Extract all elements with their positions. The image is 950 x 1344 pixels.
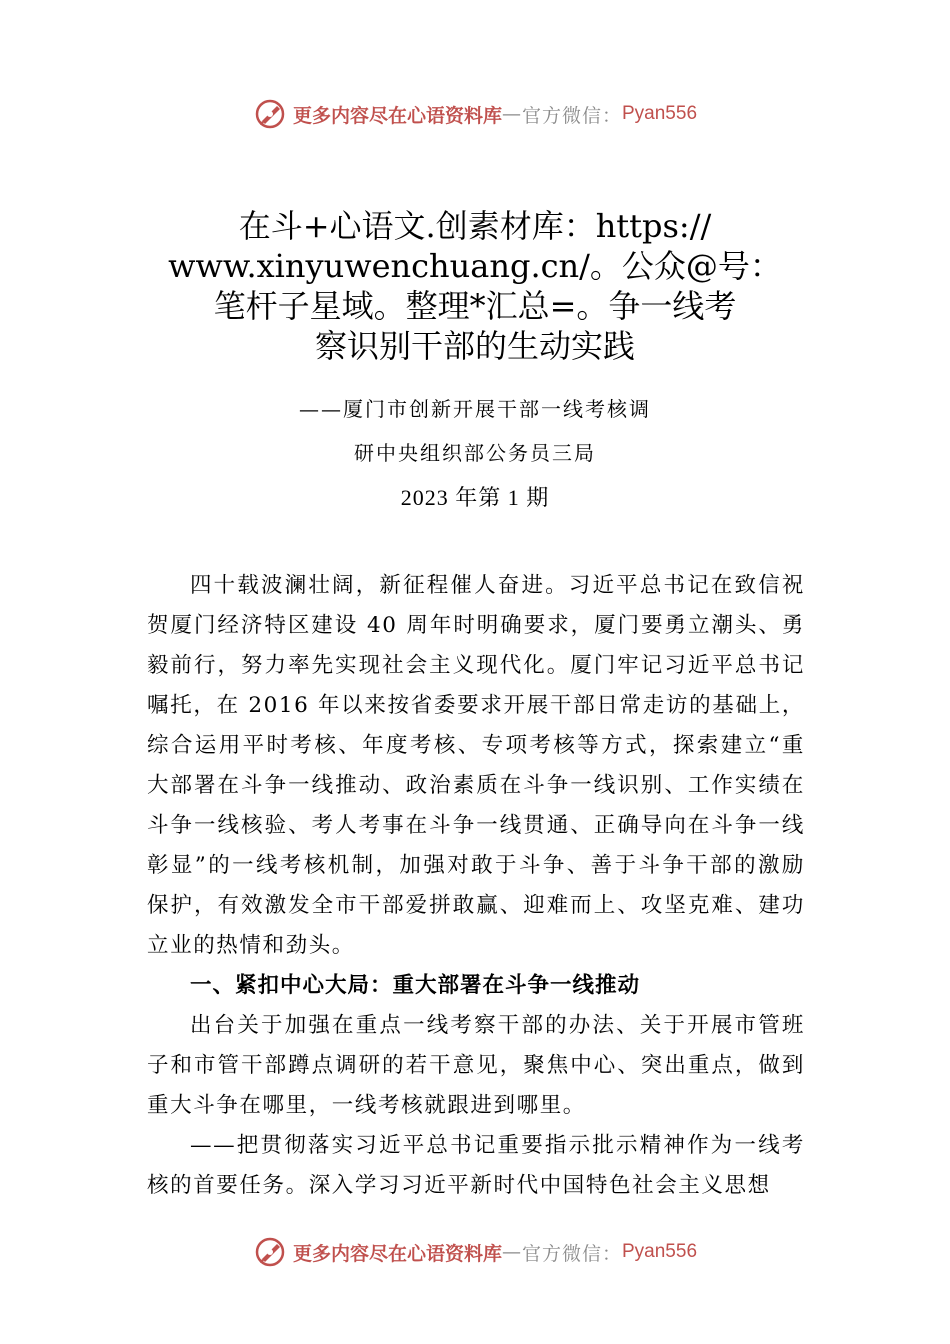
banner-wechat-label: 官方微信： [521,1242,622,1265]
banner-wechat-label: 官方微信： [521,104,622,127]
title-line-1: 在斗+心语文.创素材库：https:// [238,207,712,245]
paragraph-intro: 四十载波澜壮阔，新征程催人奋进。习近平总书记在致信祝贺厦门经济特区建设 40 周年时明确要求，厦门要勇立潮头、勇毅前行，努力率先实现社会主义现代化。厦门牢记习近平总书记嘱托，在 2016 年以来按省委要求开展干部日常走访的基础上，综合运用平时考核、年度考核、专项考核等方式，探索建立“重大部署在斗争一线推动、政治素质在斗争一线识别、工作实绩在斗争一线核验、考人考事在斗争一线贯通、正确导向在斗争一线彰显”的一线考核机制，加强对敢于斗争、善于斗争干部的激励保护，有效激发全市干部爱拼敢赢、迎难而上、攻坚克难、建功立业的热情和劲头。 [147,573,805,958]
document-title [150,206,800,366]
title-line-3: 笔杆子星域。整理*汇总=。争一线考 [213,287,737,325]
subtitle-line-2: 研中央组织部公务员三局 [354,441,596,465]
banner-wechat-id: Pyan556 [622,1241,698,1262]
banner-separator: — [501,1241,522,1263]
section-heading-1: 一、紧扣中心大局：重大部署在斗争一线推动 [190,973,641,998]
paragraph-2: 出台关于加强在重点一线考察干部的办法、关于开展市管班子和市管干部蹲点调研的若干意见，聚焦中心、突出重点，做到重大斗争在哪里，一线考核就跟进到哪里。 [147,1013,805,1118]
paragraph-3: ——把贯彻落实习近平总书记重要指示批示精神作为一线考核的首要任务。深入学习习近平新时代中国特色社会主义思想 [147,1133,805,1198]
banner-text: 更多内容尽在心语资料库 [292,1242,502,1265]
pen-logo-icon [253,97,287,131]
banner-wechat-id: Pyan556 [622,103,698,124]
issue-number: 2023 年第 1 期 [400,485,550,510]
pen-logo-icon [253,1235,287,1269]
subtitle-line-1: ——厦门市创新开展干部一线考核调 [299,397,651,421]
banner-separator: — [501,103,522,125]
bottom-banner [0,1232,950,1272]
title-line-4: 察识别干部的生动实践 [314,327,635,365]
top-banner [0,94,950,134]
title-line-2: www.xinyuwenchuang.cn/。公众@号： [168,247,782,285]
document-body [147,566,805,1206]
banner-text: 更多内容尽在心语资料库 [292,104,502,127]
